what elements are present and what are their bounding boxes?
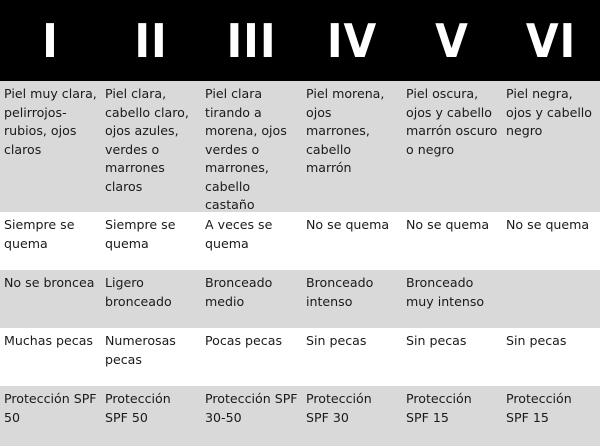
cell-freckles-4: Sin pecas bbox=[306, 333, 367, 348]
cell-freckles-2: Numerosas pecas bbox=[105, 333, 176, 367]
cell-burn-2: Siempre se quema bbox=[105, 217, 176, 251]
row-protection bbox=[0, 386, 600, 446]
header-type-1: I bbox=[42, 13, 59, 68]
header-type-6: VI bbox=[525, 13, 577, 68]
cell-freckles-3: Pocas pecas bbox=[205, 333, 283, 348]
header-type-5: V bbox=[435, 13, 469, 68]
cell-tan-5: Bronceado muy intenso bbox=[406, 275, 485, 309]
cell-protection-2: Protección SPF 50 bbox=[105, 391, 171, 425]
cell-protection-5: Protección SPF 15 bbox=[406, 391, 472, 425]
cell-description-1: Piel muy clara, pelirrojos-rubios, ojos claros bbox=[4, 86, 97, 157]
row-burn bbox=[0, 212, 600, 270]
cell-burn-5: No se quema bbox=[406, 217, 490, 232]
cell-tan-2: Ligero bronceado bbox=[105, 275, 172, 309]
cell-description-4: Piel morena, ojos marrones, cabello marrón bbox=[306, 86, 385, 175]
cell-description-2: Piel clara, cabello claro, ojos azules, verdes o marrones claros bbox=[105, 86, 189, 194]
row-freckles bbox=[0, 328, 600, 386]
cell-burn-6: No se quema bbox=[506, 217, 590, 232]
cell-protection-1: Protección SPF 50 bbox=[4, 391, 97, 425]
header-type-2: II bbox=[134, 13, 168, 68]
cell-freckles-5: Sin pecas bbox=[406, 333, 467, 348]
cell-tan-4: Bronceado intenso bbox=[306, 275, 374, 309]
cell-protection-6: Protección SPF 15 bbox=[506, 391, 572, 425]
cell-description-5: Piel oscura, ojos y cabello marrón oscuro o negro bbox=[406, 86, 498, 157]
cell-tan-3: Bronceado medio bbox=[205, 275, 273, 309]
cell-tan-1: No se broncea bbox=[4, 275, 95, 290]
cell-protection-4: Protección SPF 30 bbox=[306, 391, 372, 425]
cell-burn-3: A veces se quema bbox=[205, 217, 273, 251]
cell-tan-6 bbox=[502, 270, 600, 328]
header-type-4: IV bbox=[326, 13, 378, 68]
header-type-3: III bbox=[226, 13, 277, 68]
cell-protection-3: Protección SPF 30-50 bbox=[205, 391, 298, 425]
row-tan bbox=[0, 270, 600, 328]
cell-burn-1: Siempre se quema bbox=[4, 217, 75, 251]
cell-description-6: Piel negra, ojos y cabello negro bbox=[506, 86, 593, 138]
header-row bbox=[0, 0, 600, 81]
cell-burn-4: No se quema bbox=[306, 217, 390, 232]
row-skin-description bbox=[0, 81, 600, 212]
cell-description-3: Piel clara tirando a morena, ojos verdes o marrones, cabello castaño bbox=[205, 86, 287, 212]
cell-freckles-1: Muchas pecas bbox=[4, 333, 93, 348]
cell-freckles-6: Sin pecas bbox=[506, 333, 567, 348]
